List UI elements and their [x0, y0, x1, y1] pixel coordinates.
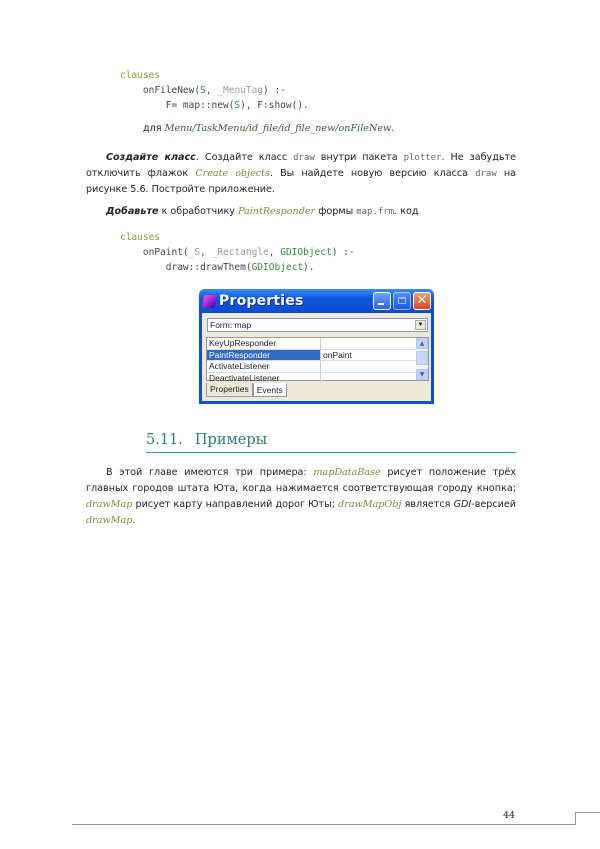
text: В этой главе имеются три примера: — [106, 467, 314, 478]
code-keyword: clauses — [120, 232, 161, 243]
code-text: ). — [303, 262, 315, 273]
code-text: draw::drawThem( — [165, 262, 252, 273]
inline-code: plotter — [403, 153, 442, 163]
grid-row[interactable] — [207, 373, 428, 384]
code-keyword: clauses — [120, 70, 161, 81]
code-text: onFileNew( — [142, 85, 201, 96]
italic-term: mapDataBase — [313, 467, 381, 478]
code-var: _MenuTag — [217, 85, 264, 96]
path-prefix: для — [143, 123, 165, 134]
window-client — [202, 313, 431, 401]
text: . Создайте класс — [195, 152, 294, 163]
property-value[interactable] — [321, 338, 416, 349]
code-text: F= map::new( — [165, 100, 235, 111]
path-suffix: . — [391, 123, 395, 134]
window-controls — [373, 292, 431, 310]
code-var: S — [200, 85, 206, 96]
maximize-button[interactable] — [393, 292, 411, 310]
text: . Не забудьте отключить флажок — [86, 152, 516, 179]
paragraph-add-handler — [106, 204, 419, 220]
text: рисует карту направлений дорог Юты; — [132, 499, 339, 510]
code-var: GDIObject — [251, 262, 304, 273]
tab-bar — [206, 383, 287, 397]
code-block-onpaint — [120, 230, 355, 275]
menu-path: Menu/TaskMenu/id_file/id_file_new/onFileNew — [164, 123, 392, 134]
code-text: ) :- — [263, 85, 286, 96]
inline-code: map.frm — [356, 207, 395, 217]
section-number: 5.11. — [146, 432, 183, 448]
properties-window — [199, 289, 434, 404]
chevron-down-icon[interactable]: ▼ — [415, 320, 426, 330]
footer-corner-divider — [575, 812, 600, 825]
text: является — [401, 499, 454, 510]
grid-row-selected[interactable] — [207, 350, 428, 362]
dropdown-value: Form: map — [210, 320, 252, 330]
italic-term: Create objects — [195, 168, 270, 179]
property-value[interactable]: onPaint — [323, 349, 352, 360]
footer-divider — [72, 824, 576, 825]
emphasis: Создайте класс — [106, 152, 196, 163]
code-var: S — [234, 100, 241, 111]
property-name: KeyUpResponder — [207, 338, 321, 349]
scroll-thumb[interactable] — [416, 351, 428, 365]
text: формы — [315, 206, 357, 217]
minimize-button[interactable] — [373, 292, 391, 310]
emphasis: Добавьте — [106, 206, 159, 217]
property-value[interactable] — [321, 373, 416, 384]
code-var: _Rectangle — [211, 247, 269, 258]
code-var: _S — [188, 247, 201, 258]
property-grid — [206, 337, 429, 381]
text: . — [132, 515, 136, 526]
property-name: ActivateListener — [207, 361, 321, 372]
italic-term: GDI — [453, 499, 472, 510]
app-icon — [202, 295, 217, 308]
scroll-down-icon[interactable]: ▼ — [416, 369, 428, 380]
code-text: , — [205, 85, 218, 96]
inline-code: draw — [475, 169, 497, 179]
text: рисует положение трёх главных городов штата Юта, когда нажимается соответствующая городу кнопка; — [86, 467, 516, 494]
italic-term: drawMapObj — [338, 499, 402, 510]
close-button[interactable]: ✕ — [413, 292, 431, 310]
code-text: ), F:show(). — [240, 100, 309, 111]
object-selector-dropdown[interactable] — [207, 318, 428, 332]
page-number: 44 — [503, 810, 516, 821]
italic-term: PaintResponder — [237, 206, 316, 217]
grid-row[interactable] — [207, 361, 428, 373]
code-text: , — [268, 247, 281, 258]
code-text: , — [200, 247, 212, 258]
code-var: GDIObject — [280, 247, 332, 258]
grid-row[interactable] — [207, 338, 428, 350]
text: внутри пакета — [314, 152, 404, 163]
window-title: Properties — [219, 293, 304, 309]
italic-term: drawMap — [86, 499, 133, 510]
section-title: Примеры — [194, 432, 268, 448]
property-value[interactable] — [321, 361, 416, 372]
scroll-up-icon[interactable]: ▲ — [416, 338, 428, 349]
tab-events[interactable]: Events — [253, 383, 287, 397]
italic-term: drawMap — [86, 515, 133, 526]
text: к обработчику — [158, 206, 238, 217]
tab-properties[interactable]: Properties — [206, 383, 253, 397]
property-name: DeactivateListener — [207, 373, 321, 384]
code-text: ) :- — [331, 247, 355, 258]
paragraph-examples — [86, 465, 516, 529]
window-titlebar[interactable] — [199, 289, 434, 313]
section-heading — [146, 432, 516, 453]
menu-path-note — [143, 121, 394, 137]
text: на рисунке 5.6. Постройте приложение. — [86, 168, 517, 195]
vertical-scrollbar[interactable] — [416, 338, 428, 380]
text: -версией — [471, 499, 516, 510]
text: . код — [394, 206, 419, 217]
text: . Вы найдете новую версию класса — [269, 168, 476, 179]
code-text: onPaint( — [142, 247, 189, 258]
code-block-onfilenew — [120, 68, 309, 113]
inline-code: draw — [293, 153, 315, 163]
property-name: PaintResponder — [207, 350, 321, 361]
paragraph-create-class — [86, 150, 516, 198]
